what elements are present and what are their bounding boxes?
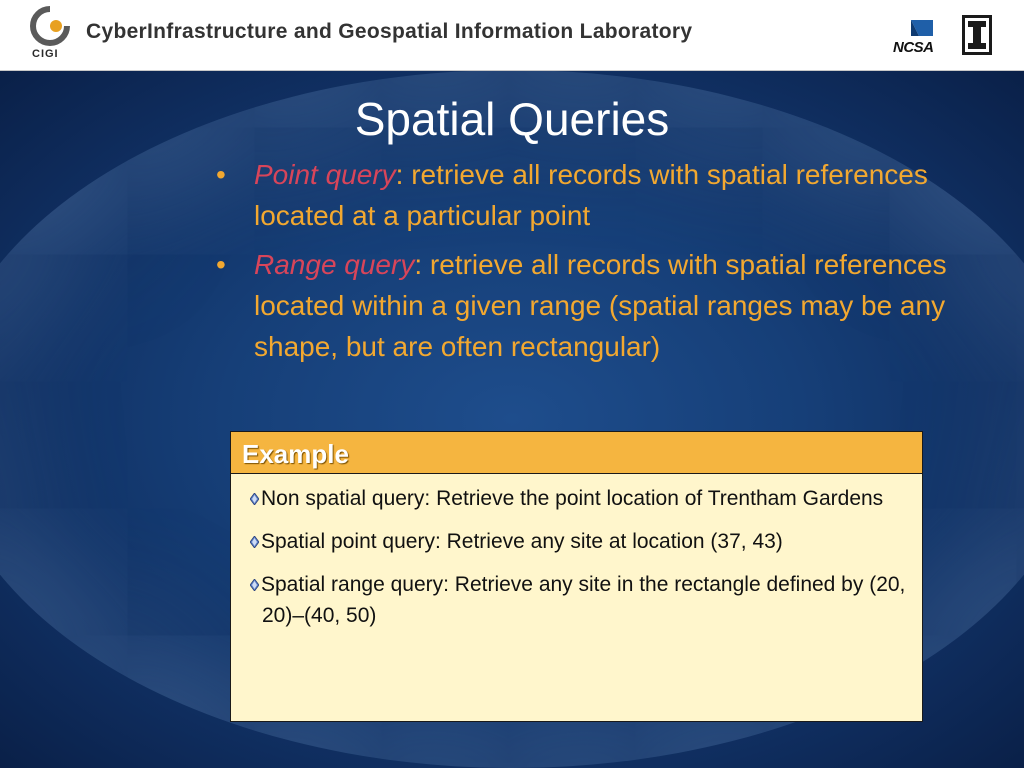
bullet-dot-icon: •: [216, 159, 226, 190]
example-item: [251, 526, 908, 557]
example-item-text: Spatial range query: Retrieve any site in the rectangle defined by (20, 20)–(40, 50): [261, 573, 906, 627]
bullet-text: : retrieve all records with spatial references located at a particular point: [254, 159, 928, 231]
example-box: [230, 431, 923, 722]
example-list: [231, 474, 922, 631]
ncsa-logo-text: NCSA: [893, 39, 934, 56]
diamond-bullet-icon: [250, 536, 259, 548]
example-item: [251, 483, 908, 514]
diamond-bullet-icon: [250, 493, 259, 505]
bullet-term: Point query: [254, 159, 396, 190]
bullet-term: Range query: [254, 249, 415, 280]
bullet-list: [214, 154, 954, 375]
bullet-range-query: [214, 244, 954, 367]
cigi-logo-text: CIGI: [32, 48, 59, 60]
bullet-point-query: [214, 154, 954, 236]
slide-header: [0, 0, 1024, 71]
bullet-dot-icon: •: [216, 249, 226, 280]
example-item: [251, 569, 908, 631]
diamond-bullet-icon: [250, 579, 259, 591]
slide-title: [0, 92, 1024, 146]
lab-title: CyberInfrastructure and Geospatial Information Laboratory: [86, 20, 693, 43]
example-heading: Example: [231, 432, 922, 474]
example-item-text: Non spatial query: Retrieve the point location of Trentham Gardens: [261, 487, 884, 510]
example-item-text: Spatial point query: Retrieve any site at location (37, 43): [261, 530, 783, 553]
bullet-text: : retrieve all records with spatial references located within a given range (spatial ranges may be any shape, but are often rectangular): [254, 249, 947, 362]
illinois-block-i-icon: [962, 15, 992, 55]
slide-title-text: Spatial Queries: [354, 93, 670, 145]
